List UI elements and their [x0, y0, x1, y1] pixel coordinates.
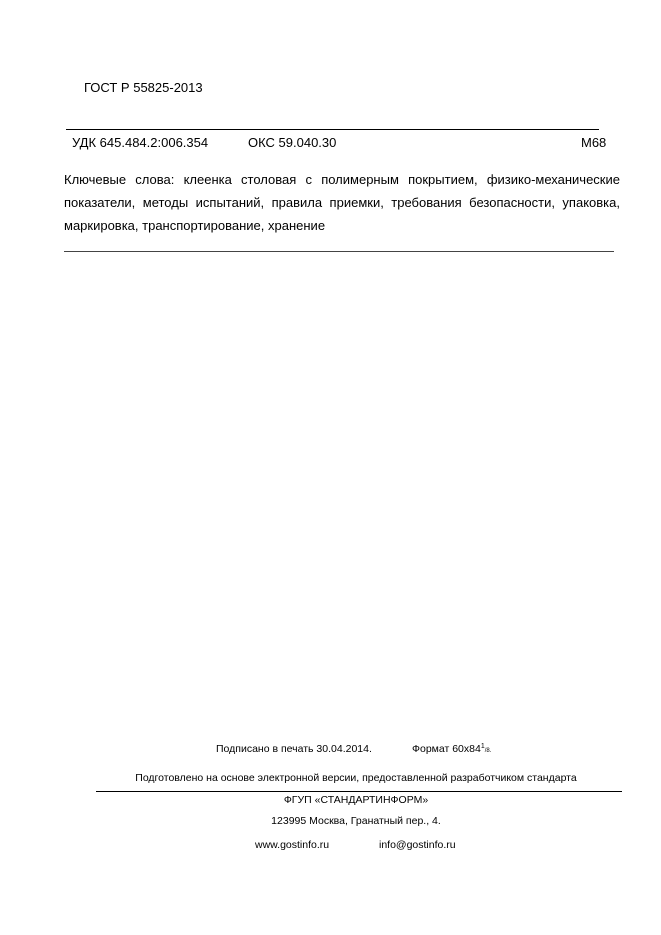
udk-code: УДК 645.484.2:006.354: [72, 135, 209, 150]
bottom-divider: [96, 791, 622, 792]
signed-date: Подписано в печать 30.04.2014.: [216, 743, 372, 755]
document-header: ГОСТ Р 55825-2013: [84, 80, 203, 95]
print-format: [412, 743, 491, 755]
website-link[interactable]: www.gostinfo.ru: [255, 839, 330, 851]
publisher-name: ФГУП «СТАНДАРТИНФОРМ»: [283, 794, 429, 806]
publisher-address: 123995 Москва, Гранатный пер., 4.: [271, 815, 441, 827]
oks-code: ОКС 59.040.30: [248, 135, 337, 150]
middle-divider: [64, 251, 614, 252]
format-prefix: Формат 60x84: [412, 743, 481, 755]
top-divider: [66, 129, 599, 130]
prepared-note: Подготовлено на основе электронной версии, предоставленной разработчиком стандарта: [135, 772, 577, 784]
email-link[interactable]: info@gostinfo.ru: [379, 839, 456, 851]
classification-code: М68: [581, 135, 607, 150]
keywords-paragraph: Ключевые слова: клеенка столовая с полимерным покрытием, физико-механические показатели, методы испытаний, правила приемки, требования безопасности, упаковка, маркировка, транспортирование, хранение: [64, 172, 620, 233]
format-numerator: 1: [480, 743, 485, 750]
format-denominator: /8.: [484, 748, 492, 754]
